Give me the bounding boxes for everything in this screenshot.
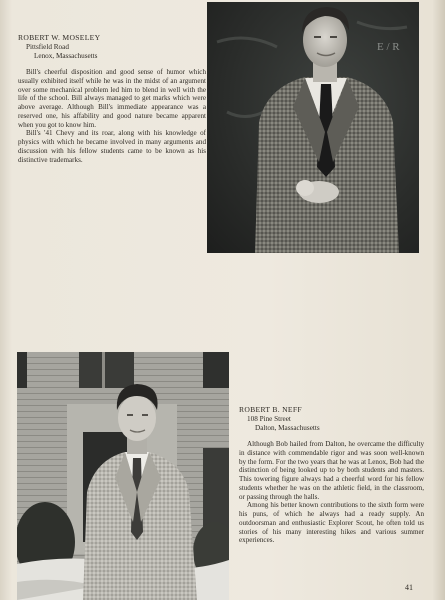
chalk-writing: E / R [377,41,400,53]
student-address-street: Pittsfield Road [26,43,69,51]
bio-paragraph: Bill's cheerful disposition and good sense of humor which usually exhibited itself while he was in the midst of an argument over some mechanical problem led him to blend in well with the life of the school. Bill always managed to get marks which were above average. Although Bill's immediate appearance was a reserved one, his affability and good nature became apparent when you got to know him. [18,68,206,129]
student-name: ROBERT B. NEFF [239,405,302,414]
portrait-photo-moseley [207,2,419,253]
bio-paragraph: Bill's '41 Chevy and its roar, along with his knowledge of physics with which he became involved in many arguments and discussion with his fellow students came to be known as his distinctive trademarks. [18,129,206,164]
bio-paragraph: Among his better known contributions to the sixth form were his puns, of which he always had a ready supply. An outdoorsman and enthusiastic Explorer Scout, he often told us stories of his many interesting hikes and various summer experiences. [239,501,424,545]
student-address-street: 108 Pine Street [247,415,291,423]
student-name: ROBERT W. MOSELEY [18,33,101,42]
senior-entry-neff [239,405,424,545]
page-binding-shadow [433,0,445,600]
page-number: 41 [405,583,413,592]
student-address-town: Lenox, Massachusetts [34,52,98,60]
student-address-town: Dalton, Massachusetts [255,424,320,432]
senior-entry-moseley [18,33,206,164]
bio-paragraph: Although Bob hailed from Dalton, he overcame the difficulty in distance with commendable rigor and was soon well-known by the form. For the two years that he was at Lenox, Bob had the distinction of being looked up to by both students and masters. This towering figure always had a cheerful word for his fellow students whether he was on the athletic field, in the classroom, or passing through the halls. [239,440,424,501]
portrait-photo-neff [17,352,229,600]
